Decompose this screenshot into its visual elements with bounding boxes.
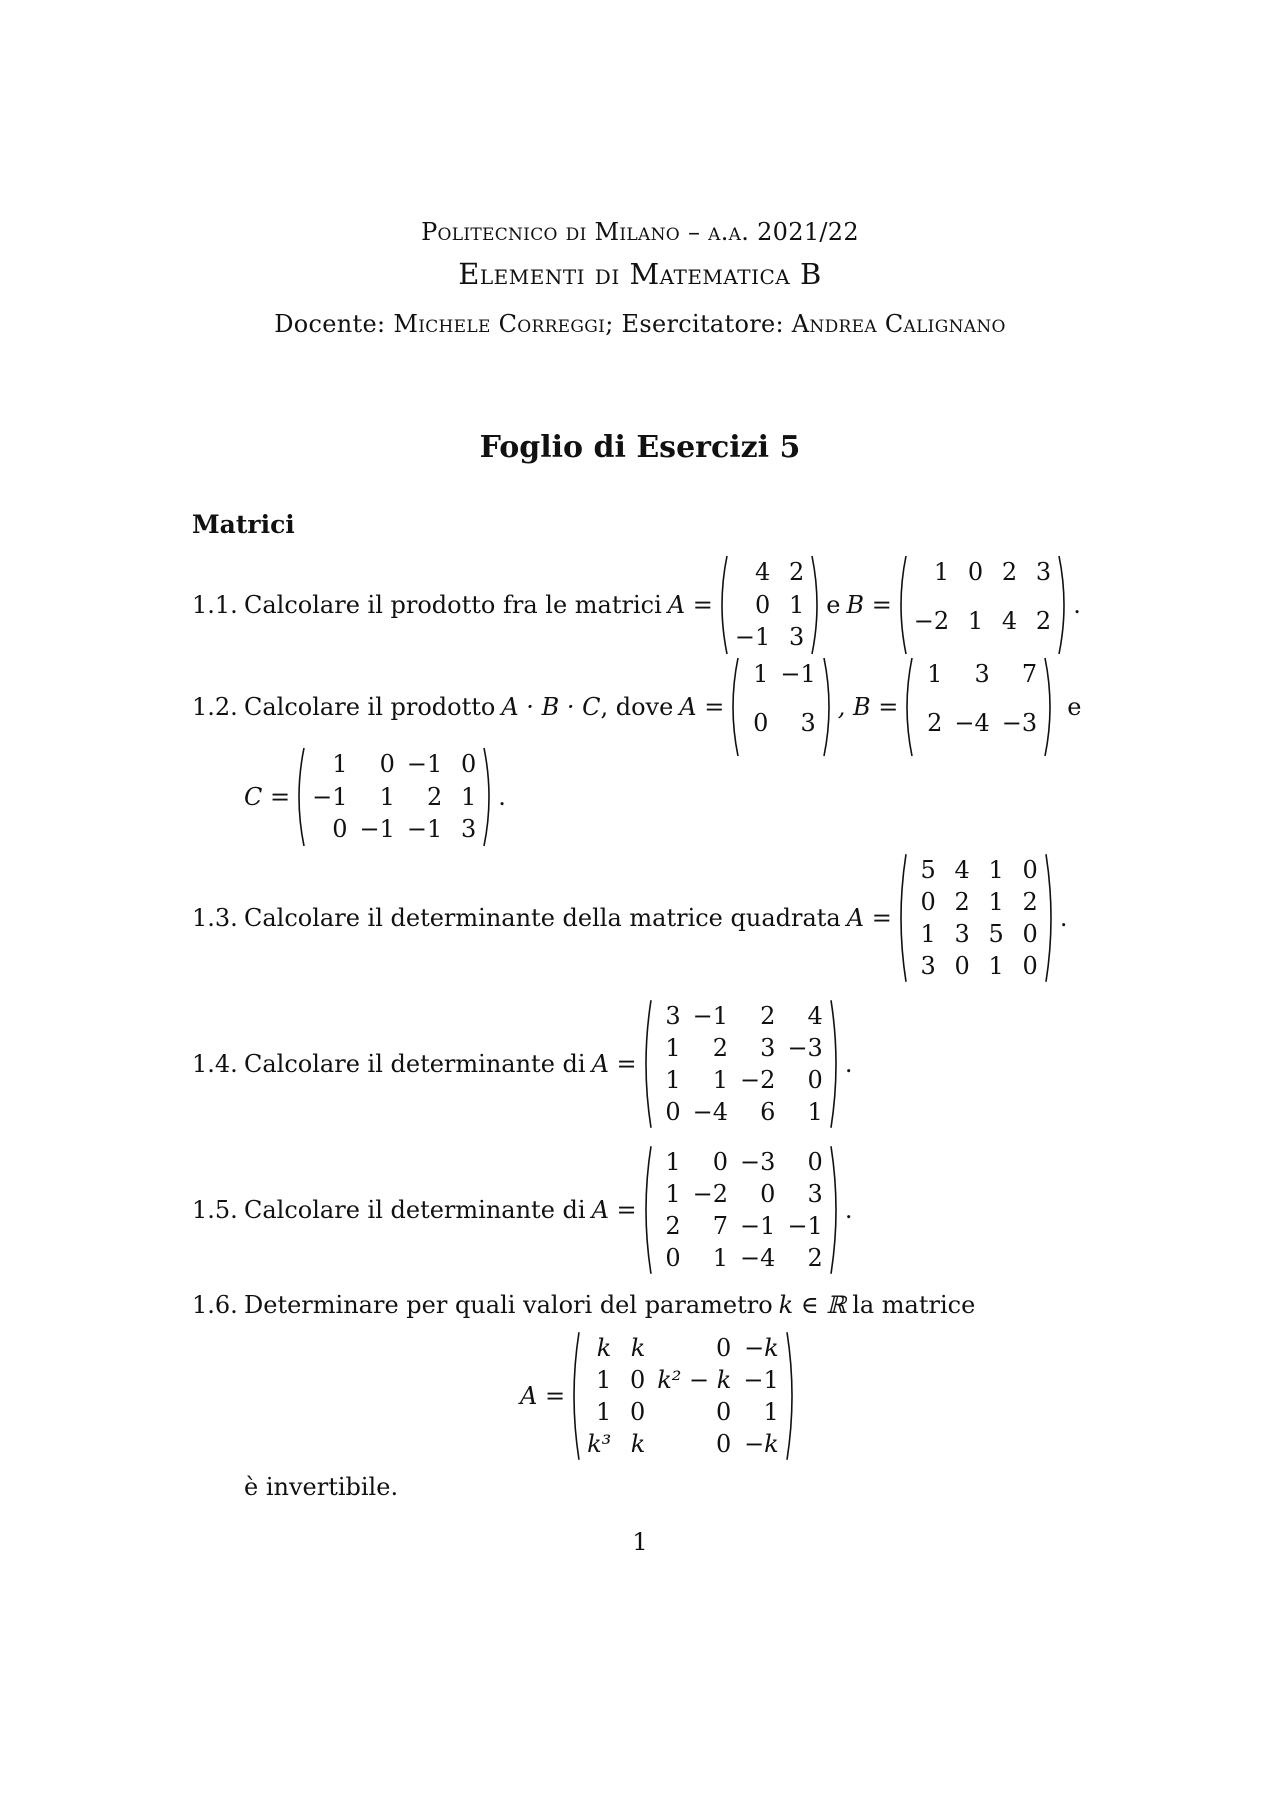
matrix-cell: −k bbox=[744, 1430, 779, 1458]
matrix-cell: 1 bbox=[988, 952, 1004, 980]
end-punct: . bbox=[844, 1196, 853, 1224]
left-parenthesis bbox=[717, 555, 729, 655]
problem-number: 1.1. bbox=[192, 591, 238, 619]
matrix-cell: −1 bbox=[406, 750, 443, 778]
matrix-cell: 2 bbox=[1035, 607, 1052, 635]
matrix-cell: k² − k bbox=[657, 1366, 732, 1394]
matrix-cell: 3 bbox=[760, 1034, 776, 1062]
matrix-cell: 2 bbox=[954, 888, 970, 916]
matrix-cell: −1 bbox=[734, 623, 771, 652]
matrix-label: A = bbox=[667, 591, 713, 619]
matrix-cell: −2 bbox=[692, 1180, 729, 1208]
institution-line: Politecnico di Milano – a.a. 2021/22 bbox=[421, 218, 859, 246]
matrix-entries bbox=[653, 999, 829, 1129]
matrix-label: A = bbox=[846, 904, 892, 932]
course-title: Elementi di Matematica B bbox=[458, 257, 822, 291]
matrix-cell: 0 bbox=[629, 1398, 646, 1426]
matrix-cell: 3 bbox=[974, 660, 990, 688]
matrix-entries bbox=[581, 1331, 785, 1461]
right-parenthesis bbox=[822, 657, 834, 757]
matrix-cell: −3 bbox=[787, 1034, 823, 1062]
matrix-cell: 1 bbox=[763, 1398, 779, 1426]
matrix-cell: 0 bbox=[920, 888, 936, 916]
matrix-cell: 1 bbox=[665, 1148, 681, 1176]
matrix-cell: 0 bbox=[332, 815, 348, 844]
matrix-cell: 0 bbox=[753, 709, 769, 737]
matrix-cell: 0 bbox=[716, 1334, 732, 1362]
matrix-B bbox=[896, 555, 1069, 655]
matrix-C bbox=[294, 747, 494, 847]
where-text: , dove bbox=[600, 693, 674, 721]
teacher-label: Docente: bbox=[274, 310, 386, 338]
left-parenthesis bbox=[902, 657, 914, 757]
matrix-cell: 2 bbox=[1022, 888, 1038, 916]
matrix-label: B = bbox=[846, 591, 892, 619]
conjunction: e bbox=[826, 591, 841, 619]
matrix-cell: −1 bbox=[740, 1212, 776, 1240]
matrix-cell: 2 bbox=[807, 1244, 823, 1272]
matrix-cell: 3 bbox=[788, 623, 805, 652]
problem-1-6-display bbox=[520, 1330, 801, 1462]
matrix-cell: 2 bbox=[665, 1212, 681, 1240]
problem-text-2: la matrice bbox=[852, 1291, 976, 1319]
matrix-cell: 3 bbox=[920, 952, 936, 980]
matrix-cell: 0 bbox=[1022, 856, 1038, 884]
matrix-cell: 2 bbox=[788, 558, 805, 586]
assistant-label: Esercitatore: bbox=[621, 310, 784, 338]
problem-1-3 bbox=[192, 852, 1067, 984]
matrix-cell: 1 bbox=[665, 1180, 681, 1208]
matrix-cell: 7 bbox=[1021, 660, 1038, 688]
matrix-cell: 2 bbox=[927, 709, 943, 737]
matrix-entries bbox=[740, 657, 821, 757]
matrix-cell: 4 bbox=[954, 856, 970, 884]
matrix-cell: 5 bbox=[988, 920, 1004, 948]
matrix-cell: 1 bbox=[988, 888, 1004, 916]
problem-text: Calcolare il prodotto fra le matrici bbox=[244, 591, 662, 619]
matrix-cell: k bbox=[596, 1334, 612, 1362]
matrix-cell: 1 bbox=[967, 607, 984, 635]
left-parenthesis bbox=[728, 657, 740, 757]
matrix-cell: 1 bbox=[807, 1098, 823, 1126]
left-parenthesis bbox=[641, 1145, 653, 1275]
matrix-cell: 0 bbox=[1022, 920, 1038, 948]
end-punct: . bbox=[844, 1050, 853, 1078]
matrix-B bbox=[902, 657, 1055, 757]
matrix-cell: −1 bbox=[743, 1366, 779, 1394]
problem-text: Calcolare il determinante di bbox=[244, 1050, 586, 1078]
matrix-cell: −2 bbox=[913, 607, 950, 635]
problem-number: 1.2. bbox=[192, 693, 238, 721]
matrix-cell: k bbox=[630, 1334, 646, 1362]
matrix-cell: −4 bbox=[740, 1244, 776, 1272]
matrix-label: A = bbox=[591, 1196, 637, 1224]
right-parenthesis bbox=[1057, 555, 1069, 655]
matrix-cell: 1 bbox=[665, 1066, 681, 1094]
matrix-cell: −1 bbox=[780, 660, 816, 688]
matrix-cell: 3 bbox=[807, 1180, 823, 1208]
matrix-cell: 0 bbox=[665, 1098, 681, 1126]
right-parenthesis bbox=[785, 1331, 797, 1461]
left-parenthesis bbox=[569, 1331, 581, 1461]
product-expression: A · B · C bbox=[501, 693, 601, 721]
matrix-cell: −k bbox=[744, 1334, 779, 1362]
matrix-cell: 3 bbox=[1035, 558, 1052, 586]
matrix-entries bbox=[908, 853, 1044, 983]
problem-1-2 bbox=[192, 660, 1082, 742]
matrix-cell: 1 bbox=[712, 1066, 729, 1094]
matrix-cell: −1 bbox=[787, 1212, 823, 1240]
matrix-entries bbox=[729, 555, 810, 655]
matrix-cell: 1 bbox=[927, 660, 943, 688]
matrix-entries bbox=[914, 657, 1043, 757]
problem-number: 1.3. bbox=[192, 904, 238, 932]
matrix-label: A = bbox=[520, 1382, 566, 1410]
matrix-cell: −4 bbox=[692, 1098, 729, 1126]
right-parenthesis bbox=[810, 555, 822, 655]
page-number: 1 bbox=[632, 1528, 648, 1556]
problem-1-6 bbox=[192, 1288, 975, 1322]
matrix-cell: 5 bbox=[920, 856, 936, 884]
matrix-cell: 1 bbox=[988, 856, 1004, 884]
assistant-name: Andrea Calignano bbox=[791, 310, 1006, 338]
matrix-cell: 1 bbox=[712, 1244, 729, 1272]
matrix-label: C = bbox=[244, 783, 291, 811]
matrix-cell: 3 bbox=[954, 920, 970, 948]
right-parenthesis bbox=[829, 999, 841, 1129]
matrix-cell: 1 bbox=[920, 920, 936, 948]
matrix-entries bbox=[306, 747, 482, 847]
matrix-cell: 1 bbox=[788, 590, 805, 619]
staff-line bbox=[0, 310, 1280, 338]
matrix-A bbox=[641, 1145, 841, 1275]
problem-1-4 bbox=[192, 998, 852, 1130]
problem-1-1 bbox=[192, 555, 1081, 655]
conjunction: e bbox=[1067, 693, 1082, 721]
matrix-cell: 0 bbox=[665, 1244, 681, 1272]
matrix-cell: 2 bbox=[760, 1002, 776, 1030]
problem-text: Calcolare il prodotto bbox=[244, 693, 496, 721]
problem-1-6-conclusion: è invertibile. bbox=[244, 1473, 399, 1501]
matrix-cell: k bbox=[630, 1430, 646, 1458]
matrix-cell: 0 bbox=[954, 952, 970, 980]
matrix-cell: 4 bbox=[807, 1002, 823, 1030]
matrix-cell: 6 bbox=[760, 1098, 776, 1126]
problem-text: Determinare per quali valori del parametro bbox=[244, 1291, 773, 1319]
matrix-cell: 1 bbox=[595, 1366, 612, 1394]
matrix-cell: 4 bbox=[1001, 607, 1018, 635]
matrix-cell: 1 bbox=[461, 782, 477, 811]
matrix-A bbox=[896, 853, 1056, 983]
matrix-cell: 0 bbox=[760, 1180, 776, 1208]
matrix-cell: 1 bbox=[665, 1034, 681, 1062]
left-parenthesis bbox=[896, 555, 908, 655]
matrix-cell: 1 bbox=[379, 782, 395, 811]
matrix-cell: −3 bbox=[740, 1148, 776, 1176]
teacher-name: Michele Correggi bbox=[393, 310, 606, 338]
matrix-cell: 0 bbox=[807, 1066, 823, 1094]
problem-1-5 bbox=[192, 1144, 852, 1276]
matrix-cell: 3 bbox=[800, 709, 816, 737]
matrix-entries bbox=[653, 1145, 829, 1275]
matrix-cell: 4 bbox=[754, 558, 771, 586]
matrix-A bbox=[717, 555, 822, 655]
matrix-label: A = bbox=[591, 1050, 637, 1078]
matrix-cell: 1 bbox=[595, 1398, 612, 1426]
matrix-cell: 7 bbox=[712, 1212, 729, 1240]
matrix-A bbox=[641, 999, 841, 1129]
matrix-cell: 2 bbox=[1001, 558, 1018, 586]
problem-number: 1.6. bbox=[192, 1291, 238, 1319]
matrix-cell: 3 bbox=[461, 815, 477, 844]
matrix-cell: −1 bbox=[692, 1002, 729, 1030]
problem-text: Calcolare il determinante di bbox=[244, 1196, 586, 1224]
left-parenthesis bbox=[294, 747, 306, 847]
right-parenthesis bbox=[829, 1145, 841, 1275]
matrix-cell: −3 bbox=[1001, 709, 1038, 737]
matrix-A bbox=[569, 1331, 797, 1461]
matrix-cell: 0 bbox=[629, 1366, 646, 1394]
end-punct: . bbox=[1059, 904, 1068, 932]
matrix-cell: 0 bbox=[967, 558, 984, 586]
matrix-entries bbox=[908, 555, 1057, 655]
matrix-cell: 0 bbox=[379, 750, 395, 778]
matrix-cell: −2 bbox=[740, 1066, 776, 1094]
matrix-label: , B = bbox=[837, 693, 899, 721]
left-parenthesis bbox=[896, 853, 908, 983]
matrix-cell: −1 bbox=[359, 815, 395, 844]
matrix-cell: 3 bbox=[665, 1002, 681, 1030]
staff-separator: ; bbox=[605, 310, 614, 338]
problem-text: Calcolare il determinante della matrice quadrata bbox=[244, 904, 841, 932]
matrix-cell: 0 bbox=[754, 590, 771, 619]
problem-1-2-continued bbox=[244, 747, 506, 847]
matrix-cell: 0 bbox=[716, 1430, 732, 1458]
right-parenthesis bbox=[482, 747, 494, 847]
left-parenthesis bbox=[641, 999, 653, 1129]
right-parenthesis bbox=[1043, 657, 1055, 757]
matrix-cell: 0 bbox=[461, 750, 477, 778]
end-punct: . bbox=[1073, 591, 1081, 619]
problem-number: 1.5. bbox=[192, 1196, 238, 1224]
matrix-cell: k³ bbox=[587, 1430, 612, 1458]
matrix-cell: −4 bbox=[954, 709, 990, 737]
right-parenthesis bbox=[1044, 853, 1056, 983]
matrix-cell: 0 bbox=[1022, 952, 1038, 980]
matrix-cell: 2 bbox=[712, 1034, 729, 1062]
problem-number: 1.4. bbox=[192, 1050, 238, 1078]
matrix-cell: 1 bbox=[753, 660, 769, 688]
matrix-cell: 2 bbox=[427, 782, 443, 811]
section-heading: Matrici bbox=[192, 510, 295, 539]
matrix-cell: −1 bbox=[406, 815, 443, 844]
end-punct: . bbox=[498, 783, 506, 811]
matrix-cell: 1 bbox=[933, 558, 950, 586]
matrix-cell: 0 bbox=[712, 1148, 729, 1176]
matrix-label: A = bbox=[679, 693, 725, 721]
matrix-cell: −1 bbox=[312, 782, 348, 811]
matrix-cell: 0 bbox=[807, 1148, 823, 1176]
matrix-A bbox=[728, 657, 833, 757]
parameter-expression: k ∈ ℝ bbox=[778, 1291, 847, 1319]
matrix-cell: 1 bbox=[332, 750, 348, 778]
matrix-cell: 0 bbox=[716, 1398, 732, 1426]
sheet-title: Foglio di Esercizi 5 bbox=[479, 430, 801, 465]
